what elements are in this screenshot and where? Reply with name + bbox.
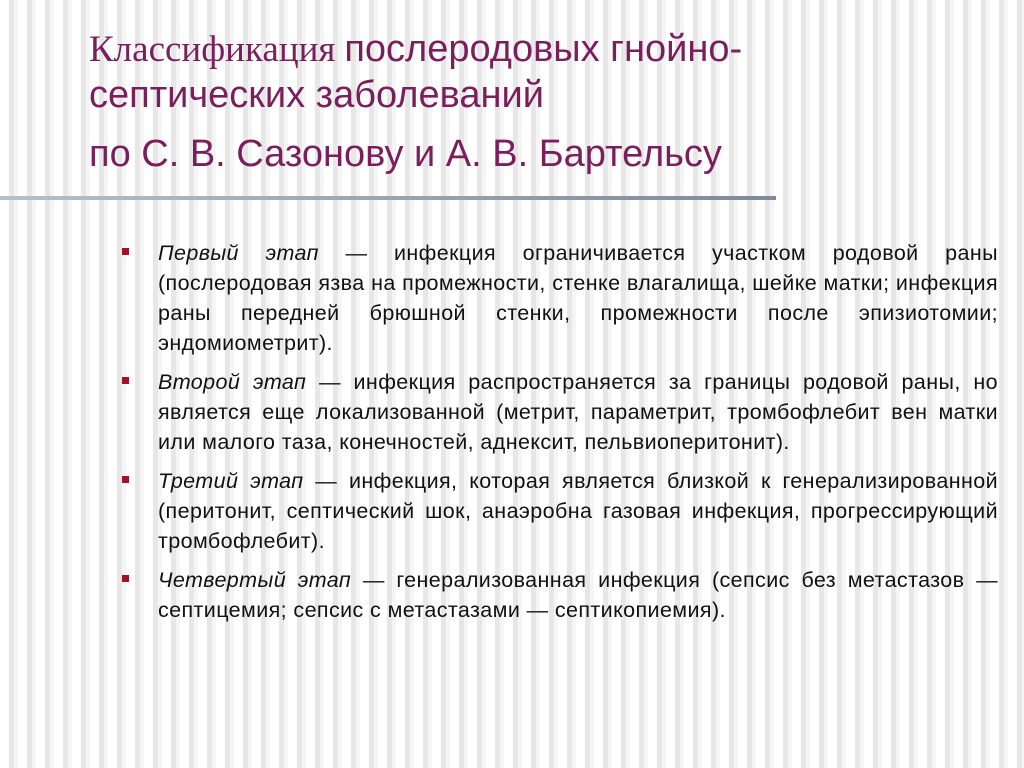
square-bullet-icon — [122, 476, 129, 483]
list-item — [122, 466, 998, 556]
square-bullet-icon — [122, 248, 129, 255]
square-bullet-icon — [122, 377, 129, 384]
stage-label: Четвертый этап — [158, 568, 352, 592]
title-line-2: септических заболеваний — [89, 74, 544, 117]
stage-description: — инфекция, которая является близкой к генерализированной (перитонит, септический шок, анаэробна газовая инфекция, прогрессирующий тромбофлебит). — [158, 469, 999, 553]
stages-list — [122, 238, 998, 634]
stage-description: — инфекция распространяется за границы родовой раны, но является еще локализованной (метрит, параметрит, тромбофлебит вен матки или малого таза, конечностей, аднексит, пельвиоперитонит). — [158, 370, 998, 454]
divider-rule — [0, 196, 776, 200]
title-line-3: по С. В. Сазонову и А. В. Бартельсу — [89, 132, 722, 175]
stage-description: — инфекция ограничивается участком родовой раны (послеродовая язва на промежности, стенке влагалища, шейке матки; инфекция раны передней брюшной стенки, промежности после эпизиотомии; эндомиометрит). — [158, 241, 999, 355]
square-bullet-icon — [122, 575, 129, 582]
stage-description: — генерализованная инфекция (сепсис без метастазов — септицемия; сепсис с метастазами — септикопиемия). — [158, 568, 998, 622]
list-item — [122, 367, 998, 457]
title-word-classification: Классификация — [89, 29, 336, 70]
stage-label: Первый этап — [158, 241, 319, 265]
stage-label: Третий этап — [158, 469, 304, 493]
stage-label: Второй этап — [158, 370, 307, 394]
list-item — [122, 238, 998, 358]
page-title — [89, 26, 989, 177]
title-line-1 — [89, 26, 989, 72]
list-item — [122, 565, 998, 625]
title-line-1-rest: послеродовых гнойно- — [344, 28, 743, 70]
